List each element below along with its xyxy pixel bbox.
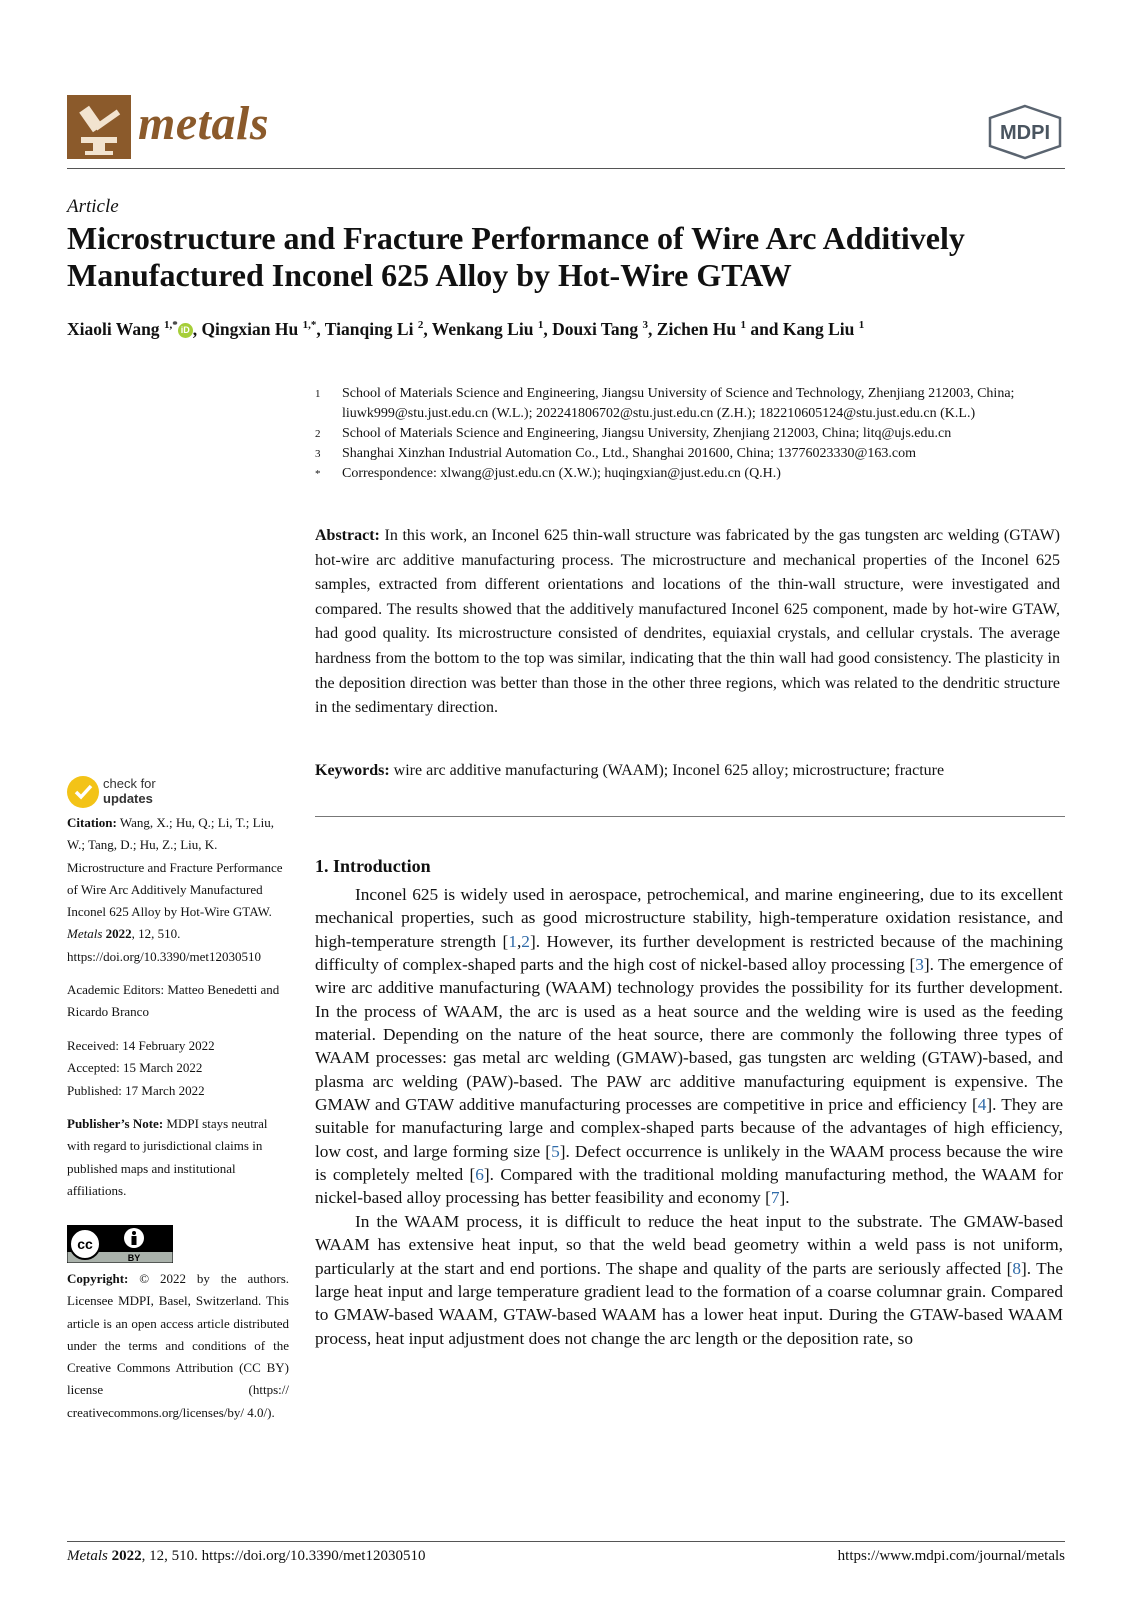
author-affiliation-mark: 1: [858, 319, 865, 332]
affiliation-item: [315, 464, 1075, 484]
body-paragraph: In the WAAM process, it is difficult to reduce the heat input to the substrate. The GMAW-based WAAM has extensive heat input, so that the weld bead geometry within a weld pass is not uniform, particularly at the start and end portions. The shape and quality of the parts are seriously affected [8]. The large heat input and large temperature gradient lead to the formation of a coarse columnar grain. Compared to GMAW-based WAAM, GTAW-based WAAM has a lower heat input. During the GTAW-based WAAM process, heat input adjustment does not change the arc length or the deposition rate, so: [315, 1211, 1063, 1348]
citation-text: Wang, X.; Hu, Q.; Li, T.; Liu, W.; Tang, D.; Hu, Z.; Liu, K. Microstructure and Fracture Performance of Wire Arc Additively Manufactured Inconel 625 Alloy by Hot-Wire GTAW.: [67, 815, 283, 920]
abstract-label: Abstract:: [315, 527, 380, 544]
affiliation-mark: 2: [315, 428, 321, 440]
mdpi-logo-text: MDPI: [1000, 122, 1050, 144]
copyright: [67, 1268, 289, 1424]
abstract: [315, 524, 1060, 721]
footer-rule: [67, 1541, 1065, 1542]
body-paragraph: Inconel 625 is widely used in aerospace, petrochemical, and marine engineering, due to its excellent mechanical properties, such as good microstructure stability, high-temperature oxidation resistance, and high-temperature strength [1,2]. However, its further development is restricted because of the machining difficulty of complex-shaped parts and the high cost of nickel-based alloy processing [3]. The emergence of wire arc additive manufacturing (WAAM) technology provides the possibility for its further development. In the process of WAAM, the arc is used as a heat source and the welding wire is used as the feeding material. Depending on the nature of the heat source, there are commonly the following three types of WAAM processes: gas metal arc welding (GMAW)-based, gas tungsten arc welding (GTAW)-based, and plasma arc welding (PAW)-based. The PAW arc additive manufacturing equipment is expensive. The GMAW and GTAW additive manufacturing processes are competitive in price and efficiency [4]. They are suitable for manufacturing large and complex-shaped parts because of the advantages of high efficiency, low cost, and large forming size [5]. Defect occurrence is unlikely in the WAAM process because the wire is completely melted [6]. Compared with the traditional molding manufacturing method, the WAAM for nickel-based alloy processing has better feasibility and economy [7].: [315, 885, 1064, 1208]
citation-label: Citation:: [67, 815, 117, 830]
affiliation-item: [315, 384, 1075, 424]
reference-link[interactable]: 6: [475, 1165, 484, 1185]
published-date: Published: 17 March 2022: [67, 1082, 205, 1098]
reference-link[interactable]: 2: [521, 931, 530, 951]
author-name[interactable]: Douxi Tang: [552, 319, 643, 339]
reference-link[interactable]: 8: [1012, 1258, 1022, 1278]
author-list: Xiaoli Wang $^{1,*}$ iD , Qingxian Hu $^{1,*}$, Tianqing Li $^2$, Wenkang Liu $^1$, Douxi Tang $^3$, Zichen Hu $^1$ and Kang Liu $^1$: [67, 319, 865, 339]
article-type: Article: [67, 196, 119, 217]
mdpi-logo-icon[interactable]: [986, 104, 1064, 160]
affiliation-text: Correspondence: xlwang@just.edu.cn (X.W.); huqingxian@just.edu.cn (Q.H.): [342, 466, 781, 481]
check-updates-line2: updates: [103, 791, 153, 806]
citation-journal: Metals: [67, 926, 103, 942]
accepted-date: Accepted: 15 March 2022: [67, 1060, 203, 1076]
reference-link[interactable]: 7: [770, 1188, 780, 1208]
copyright-text: © 2022 by the authors. Licensee MDPI, Basel, Switzerland. This article is an open access article distributed under the terms and conditions of the Creative Commons Attribution (CC BY) license (https:// creativecommons.org/licenses/by/ 4.0/).: [67, 1271, 290, 1420]
received-date: Received: 14 February 2022: [67, 1038, 215, 1053]
article-dates: [67, 1035, 289, 1102]
author-name[interactable]: Wenkang Liu: [431, 319, 538, 339]
author-name[interactable]: Qingxian Hu: [201, 319, 303, 339]
keywords-label: Keywords:: [315, 762, 390, 779]
citation-doi[interactable]: , 12, 510. https://doi.org/10.3390/met12030510: [67, 926, 262, 964]
svg-text:cc: cc: [77, 1236, 93, 1252]
author-affiliation-mark: 1,*: [163, 319, 178, 332]
footer-doi[interactable]: , 12, 510. https://doi.org/10.3390/met12030510: [141, 1548, 426, 1564]
footer-url[interactable]: https://www.mdpi.com/journal/metals: [837, 1548, 1065, 1564]
abstract-text: In this work, an Inconel 625 thin-wall structure was fabricated by the gas tungsten arc welding (GTAW) hot-wire arc additive manufacturing process. The microstructure and mechanical properties of the Inconel 625 samples, extracted from different orientations and locations of the thin-wall structure, were investigated and compared. The results showed that the additively manufactured Inconel 625 component, made by hot-wire GTAW, had good quality. Its microstructure consisted of dendrites, equiaxial crystals, and cellular crystals. The average hardness from the bottom to the top was similar, indicating that the thin wall had good consistency. The plasticity in the deposition direction was better than those in the other three regions, which was related to the dendritic structure in the sedimentary direction.: [315, 527, 1060, 717]
affiliations: [315, 384, 1075, 484]
abstract-rule: [315, 816, 1065, 817]
orcid-icon[interactable]: iD: [178, 323, 193, 338]
author-name[interactable]: Zichen Hu: [656, 319, 741, 339]
reference-link[interactable]: 3: [915, 955, 924, 975]
citation-year: 2022: [105, 926, 132, 942]
affiliation-mark: 1: [315, 388, 321, 400]
section-heading: 1. Introduction: [315, 856, 431, 876]
keywords-text: wire arc additive manufacturing (WAAM); Inconel 625 alloy; microstructure; fracture: [393, 762, 945, 779]
footer-year: 2022: [111, 1548, 142, 1564]
author-affiliation-mark: 1: [740, 319, 746, 332]
keywords: [315, 762, 1060, 780]
affiliation-mark: 3: [315, 448, 321, 460]
affiliation-text: Shanghai Xinzhan Industrial Automation Co., Ltd., Shanghai 201600, China; 13776023330@163.com: [342, 446, 917, 461]
author-affiliation-mark: 1,*: [302, 319, 317, 332]
check-for-updates-icon: [67, 776, 99, 808]
article-title: Microstructure and Fracture Performance of Wire Arc Additively Manufactured Inconel 625 Alloy by Hot-Wire GTAW: [67, 220, 965, 293]
publisher-note-text: MDPI stays neutral with regard to jurisdictional claims in published maps and institutional affiliations.: [67, 1116, 268, 1198]
cc-label: BY: [127, 1253, 141, 1263]
reference-link[interactable]: 4: [977, 1095, 987, 1115]
footer-journal: Metals: [67, 1548, 108, 1564]
check-for-updates-button[interactable]: [67, 776, 227, 810]
check-updates-line1: check for: [103, 776, 156, 791]
affiliation-text: School of Materials Science and Engineering, Jiangsu University of Science and Technology, Zhenjiang 212003, China; liuwk999@stu.just.edu.cn (W.L.); 202241806702@stu.just.edu.cn (Z.H.); 182210605124@stu.just.edu.cn (K.L.): [342, 386, 1015, 421]
citation: [67, 812, 289, 968]
affiliation-mark: *: [315, 468, 321, 480]
author-affiliation-mark: 3: [642, 319, 649, 332]
metals-logo-icon: [67, 95, 131, 159]
reference-link[interactable]: 1: [508, 931, 517, 951]
affiliation-text: School of Materials Science and Engineering, Jiangsu University, Zhenjiang 212003, China; litq@ujs.edu.cn: [342, 426, 952, 441]
footer-citation: [67, 1548, 425, 1565]
reference-link[interactable]: 5: [551, 1141, 560, 1161]
cc-by-icon[interactable]: [67, 1225, 173, 1263]
affiliation-item: [315, 444, 1075, 464]
copyright-label: Copyright:: [67, 1271, 129, 1286]
affiliation-item: [315, 424, 1075, 444]
academic-editors: Academic Editors: Matteo Benedetti and Ricardo Branco: [67, 982, 280, 1020]
publisher-note: [67, 1113, 289, 1202]
header-rule: [67, 168, 1065, 169]
author-affiliation-mark: 2: [417, 319, 424, 332]
author-affiliation-mark: 1: [537, 319, 544, 332]
publisher-note-label: Publisher’s Note:: [67, 1116, 164, 1131]
body-text: [315, 883, 1063, 1350]
journal-name: metals: [138, 97, 269, 150]
author-name[interactable]: Tianqing Li: [324, 319, 418, 339]
author-name[interactable]: Kang Liu: [782, 319, 859, 339]
author-name[interactable]: Xiaoli Wang: [67, 319, 164, 339]
